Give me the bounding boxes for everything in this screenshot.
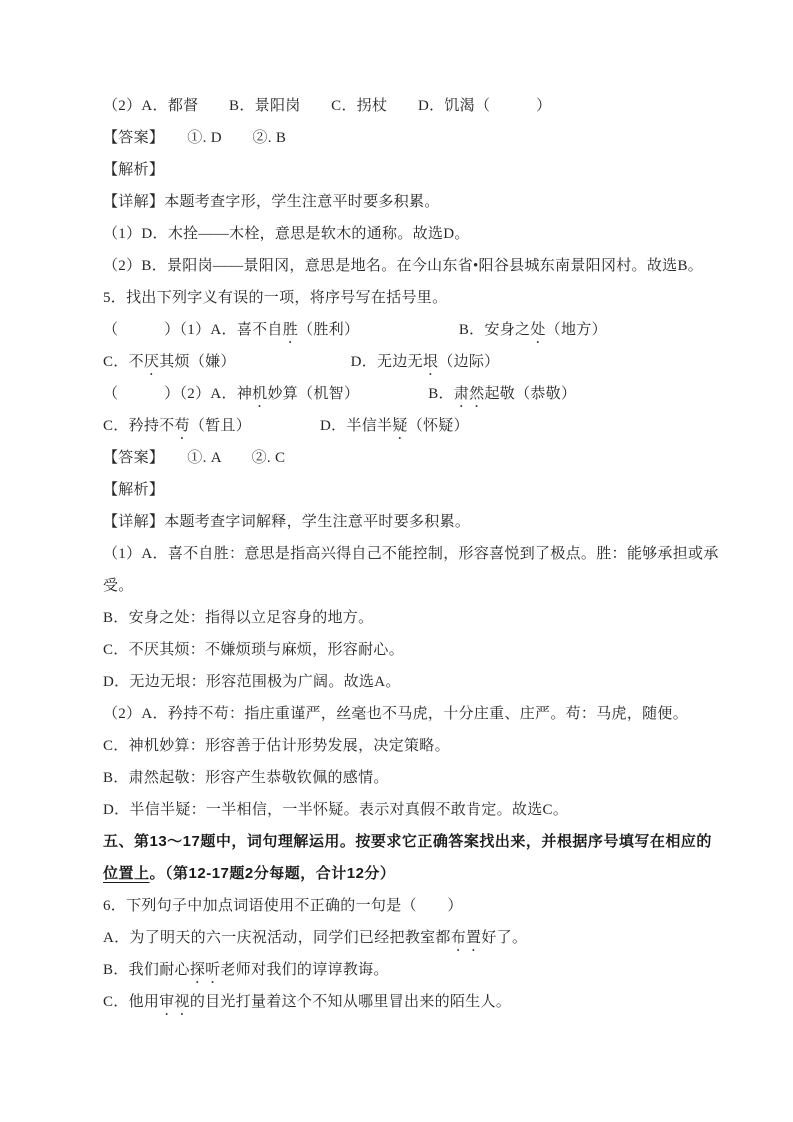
text-segment: （2）A．都督 B．景阳岗 C．拐杖 D．饥渴（ ） [103,98,552,114]
emphasized-text: 探听 [189,962,221,978]
text-line [103,474,698,506]
text-segment: （怀疑） [407,418,469,434]
text-segment: 五、第13～17题中，词句理解运用。按要求它正确答案找出来，并根据序号填写在相应的 [103,833,712,850]
text-line [103,538,719,570]
emphasized-text: 垠 [422,354,439,370]
text-line [103,506,698,538]
text-segment: 。（第12-17题2分每题，合计12分） [149,865,396,882]
text-line [103,410,698,442]
text-segment: D．半信半疑：一半相信，一半怀疑。表示对真假不敢肯定。故选C。 [103,802,569,818]
text-segment: 【详解】本题考查字词解释，学生注意平时要多积累。 [103,514,471,530]
text-line [103,762,698,794]
text-segment: 老师对我们的谆谆教诲。 [220,962,389,978]
emphasized-text: 厌 [143,354,160,370]
emphasized-text: 布置 [450,930,482,946]
text-segment: （2）B．景阳岗——景阳冈，意思是地名。在今山东省•阳谷县城东南景阳冈村。故选B。 [103,258,704,274]
text-segment: （胜利） B．安身之 [298,322,531,338]
emphasized-text: 肃然 [453,386,485,402]
emphasized-text: 机 [252,386,268,402]
text-segment: B．我们耐心 [103,962,190,978]
text-line [103,282,698,314]
text-segment: C．他用 [103,994,160,1010]
text-line [103,730,698,762]
text-line [103,122,698,154]
text-segment: （暂且） D．半信半 [189,418,393,434]
emphasized-text: 审视 [159,994,190,1010]
text-line [103,986,698,1018]
emphasized-text: 胜 [282,322,299,338]
text-line [103,954,698,986]
text-line [103,794,698,826]
text-segment: （边际） [438,354,500,370]
text-segment: A．为了明天的六一庆祝活动，同学们已经把教室都 [103,930,451,946]
text-segment: （1）A．喜不自胜：意思是指高兴得自己不能控制，形容喜悦到了极点。胜：能够承担或承 [103,546,719,562]
text-segment: （2）A．矜持不苟：指庄重谨严，丝毫也不马虎，十分庄重、庄严。苟：马虎，随便。 [103,706,689,722]
text-line [103,602,698,634]
text-segment: 妙算（机智） B． [267,386,454,402]
text-line [103,314,698,346]
text-line [103,186,698,218]
text-segment: 【解析】 [103,162,165,178]
section-heading-line [103,858,698,890]
text-segment: 【答案】 ①. D ②. B [103,130,287,146]
text-segment: （1）D．木拴——木栓，意思是软木的通称。故选D。 [103,226,470,242]
text-segment: 【详解】本题考查字形，学生注意平时要多积累。 [103,194,440,210]
text-line [103,698,698,730]
text-segment: C．不厌其烦：不嫌烦琐与麻烦，形容耐心。 [103,642,405,658]
text-line [103,250,704,282]
text-line [103,570,698,602]
text-segment: B．肃然起敬：形容产生恭敬钦佩的感情。 [103,770,389,786]
text-segment: D．无边无垠：形容范围极为广阔。故选A。 [103,674,401,690]
text-segment: 好了。 [481,930,528,946]
text-segment: 6．下列句子中加点词语使用不正确的一句是（ ） [103,898,463,914]
text-segment: 起敬（恭敬） [484,386,577,402]
text-line [103,634,698,666]
text-segment: C．矜持不 [103,418,175,434]
text-segment: 【解析】 [103,482,165,498]
text-line [103,218,698,250]
text-segment: （ ）（1）A．喜不自 [103,322,283,338]
text-segment: C．神机妙算：形容善于估计形势发展，决定策略。 [103,738,450,754]
emphasized-text: 处 [530,322,546,338]
text-segment: 【答案】 ①. A ②. C [103,450,286,466]
text-segment: 受。 [103,578,134,594]
text-line [103,346,698,378]
text-segment: （地方） [545,322,607,338]
text-line [103,890,698,922]
text-line [103,90,698,122]
text-line [103,442,698,474]
emphasized-text: 苟 [174,418,190,434]
text-segment: C．不 [103,354,144,370]
text-segment: B．安身之处：指得以立足容身的地方。 [103,610,374,626]
section-heading-line [103,826,712,858]
text-segment: （ ）（2）A．神 [103,386,253,402]
emphasized-text: 疑 [392,418,408,434]
text-line [103,666,698,698]
text-line [103,922,698,954]
underlined-text: 位置上 [103,865,150,882]
text-segment: 的目光打量着这个不知从哪里冒出来的陌生人。 [189,994,512,1010]
text-line [103,154,698,186]
text-line [103,378,698,410]
text-segment: 其烦（嫌） D．无边无 [159,354,423,370]
text-segment: 5．找出下列字义有误的一项，将序号写在括号里。 [103,290,448,306]
